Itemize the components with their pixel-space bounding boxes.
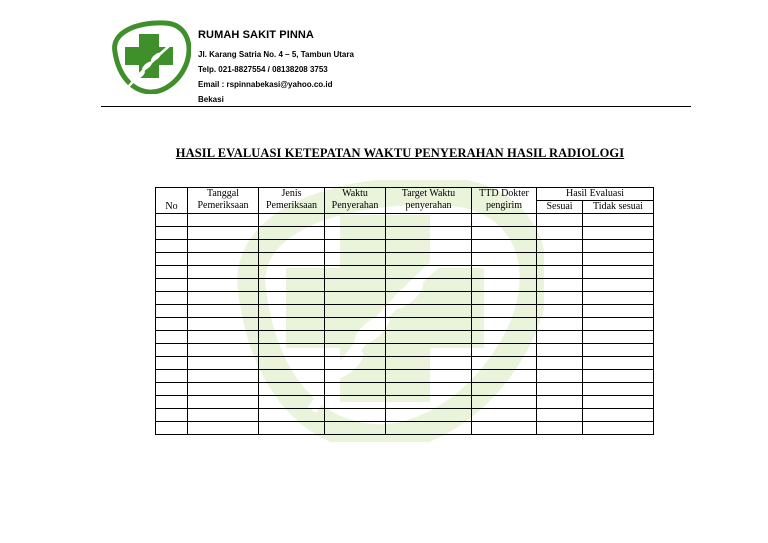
table-row [156,240,654,253]
table-cell[interactable] [386,279,472,292]
column-header-ttd [472,188,537,214]
table-cell[interactable] [472,331,537,344]
table-cell[interactable] [188,279,259,292]
table-cell[interactable] [325,370,386,383]
column-header-hasil-evaluasi [537,188,654,201]
column-header-label: Target Waktu [401,188,456,199]
table-cell[interactable] [325,396,386,409]
table-cell[interactable] [188,227,259,240]
table-cell[interactable] [156,214,188,227]
table-cell[interactable] [156,409,188,422]
table-cell[interactable] [583,331,654,344]
column-header-label: Tanggal [206,188,240,199]
evaluation-table [155,187,654,435]
table-cell[interactable] [386,318,472,331]
table-row [156,214,654,227]
column-header-label: Sesuai [546,201,573,212]
table-cell[interactable] [537,357,583,370]
table-cell[interactable] [325,357,386,370]
column-header-label: Hasil Evaluasi [565,188,625,199]
table-cell[interactable] [583,318,654,331]
table-cell[interactable] [472,344,537,357]
table-cell[interactable] [386,344,472,357]
table-cell[interactable] [472,292,537,305]
table-cell[interactable] [259,422,325,435]
column-header-label: TTD Dokter [479,188,529,199]
table-cell[interactable] [188,357,259,370]
table-cell[interactable] [325,409,386,422]
table-cell[interactable] [188,383,259,396]
table-cell[interactable] [188,292,259,305]
table-cell[interactable] [583,227,654,240]
table-cell[interactable] [325,266,386,279]
table-cell[interactable] [188,422,259,435]
table-cell[interactable] [537,305,583,318]
table-cell[interactable] [156,396,188,409]
table-cell[interactable] [259,227,325,240]
column-header-no [156,188,188,214]
hospital-phone: Telp. 021-8827554 / 08138208 3753 [198,65,328,74]
table-row [156,253,654,266]
table-cell[interactable] [156,357,188,370]
column-header-target [386,188,472,214]
column-header-label: Jenis [281,188,302,199]
table-cell[interactable] [583,292,654,305]
table-cell[interactable] [537,266,583,279]
table-cell[interactable] [537,422,583,435]
letterhead [198,29,354,107]
table-cell[interactable] [386,396,472,409]
column-header-no-label: No [165,201,178,212]
table-cell[interactable] [472,227,537,240]
column-header-label: Pemeriksaan [197,200,249,211]
table-cell[interactable] [583,383,654,396]
column-header-tidak-sesuai [583,201,654,214]
table-cell[interactable] [472,370,537,383]
table-cell[interactable] [583,279,654,292]
table-cell[interactable] [156,279,188,292]
table-cell[interactable] [583,266,654,279]
table-row [156,422,654,435]
table-cell[interactable] [472,357,537,370]
table-cell[interactable] [386,214,472,227]
table-row [156,409,654,422]
table-cell[interactable] [259,266,325,279]
table-cell[interactable] [386,422,472,435]
table-cell[interactable] [537,240,583,253]
table-cell[interactable] [472,396,537,409]
table-cell[interactable] [325,383,386,396]
table-cell[interactable] [259,253,325,266]
table-cell[interactable] [325,305,386,318]
column-header-label: Pemeriksaan [265,200,318,211]
table-cell[interactable] [259,383,325,396]
column-header-jenis [259,188,325,214]
column-header-label: pengirim [485,200,523,211]
table-cell[interactable] [259,396,325,409]
table-cell[interactable] [386,240,472,253]
table-cell[interactable] [156,422,188,435]
table-cell[interactable] [188,370,259,383]
table-cell[interactable] [537,214,583,227]
table-cell[interactable] [325,422,386,435]
table-row [156,279,654,292]
table-cell[interactable] [386,370,472,383]
table-cell[interactable] [583,253,654,266]
table-cell[interactable] [156,227,188,240]
table-cell[interactable] [188,266,259,279]
hospital-city: Bekasi [198,95,224,104]
table-cell[interactable] [188,344,259,357]
table-cell[interactable] [386,305,472,318]
table-cell[interactable] [472,318,537,331]
table-cell[interactable] [259,214,325,227]
table-cell[interactable] [156,305,188,318]
table-cell[interactable] [259,292,325,305]
table-cell[interactable] [188,409,259,422]
table-cell[interactable] [537,279,583,292]
table-cell[interactable] [325,344,386,357]
table-cell[interactable] [156,344,188,357]
table-cell[interactable] [259,357,325,370]
table-cell[interactable] [259,279,325,292]
hospital-logo [107,20,191,94]
letterhead-divider [101,106,691,107]
table-cell[interactable] [325,240,386,253]
table-cell[interactable] [583,396,654,409]
table-cell[interactable] [188,305,259,318]
table-cell[interactable] [188,318,259,331]
column-header-waktu [325,188,386,214]
table-cell[interactable] [325,279,386,292]
table-cell[interactable] [259,318,325,331]
table-cell[interactable] [472,305,537,318]
table-cell[interactable] [537,292,583,305]
table-cell[interactable] [537,383,583,396]
table-row [156,396,654,409]
table-row [156,357,654,370]
table-cell[interactable] [325,331,386,344]
column-header-tanggal [188,188,259,214]
table-cell[interactable] [537,331,583,344]
document-title: HASIL EVALUASI KETEPATAN WAKTU PENYERAHAN HASIL RADIOLOGI [175,146,625,160]
hospital-email: Email : rspinnabekasi@yahoo.co.id [198,80,333,89]
table-cell[interactable] [472,422,537,435]
hospital-name: RUMAH SAKIT PINNA [198,29,314,41]
table-cell[interactable] [188,240,259,253]
table-row [156,292,654,305]
table-row [156,266,654,279]
table-cell[interactable] [386,331,472,344]
table-cell[interactable] [188,396,259,409]
table-cell[interactable] [386,383,472,396]
table-row [156,227,654,240]
table-cell[interactable] [537,344,583,357]
table-header-row [156,188,654,201]
table-cell[interactable] [259,305,325,318]
table-cell[interactable] [537,227,583,240]
table-cell[interactable] [156,331,188,344]
table-cell[interactable] [537,396,583,409]
table-cell[interactable] [386,253,472,266]
table-cell[interactable] [188,331,259,344]
table-cell[interactable] [386,292,472,305]
table-cell[interactable] [583,344,654,357]
table-cell[interactable] [259,344,325,357]
table-cell[interactable] [537,409,583,422]
table-cell[interactable] [259,370,325,383]
table-cell[interactable] [156,383,188,396]
table-cell[interactable] [472,240,537,253]
table-cell[interactable] [156,253,188,266]
column-header-label: penyerahan [405,200,452,211]
table-row [156,344,654,357]
table-cell[interactable] [472,253,537,266]
table-row [156,383,654,396]
table-cell[interactable] [537,370,583,383]
table-cell[interactable] [259,240,325,253]
table-row [156,331,654,344]
table-cell[interactable] [386,409,472,422]
table-cell[interactable] [583,305,654,318]
column-header-label: Penyerahan [331,200,379,211]
table-cell[interactable] [472,266,537,279]
table-cell[interactable] [472,279,537,292]
table-row [156,305,654,318]
table-cell[interactable] [537,253,583,266]
table-cell[interactable] [386,266,472,279]
table-cell[interactable] [583,422,654,435]
table-cell[interactable] [325,292,386,305]
table-cell[interactable] [386,357,472,370]
column-header-label: Tidak sesuai [593,201,643,212]
table-row [156,370,654,383]
table-cell[interactable] [386,227,472,240]
table-cell[interactable] [583,240,654,253]
table-cell[interactable] [156,318,188,331]
hospital-address: Jl. Karang Satria No. 4 – 5, Tambun Utara [198,50,354,59]
table-cell[interactable] [325,318,386,331]
table-cell[interactable] [259,331,325,344]
table-cell[interactable] [325,227,386,240]
table-cell[interactable] [583,409,654,422]
table-cell[interactable] [472,409,537,422]
table-cell[interactable] [156,266,188,279]
table-cell[interactable] [259,409,325,422]
table-cell[interactable] [583,370,654,383]
table-body [156,214,654,435]
column-header-label: Waktu [342,188,368,199]
table-cell[interactable] [472,214,537,227]
table-cell[interactable] [583,214,654,227]
column-header-sesuai [537,201,583,214]
table-cell[interactable] [583,357,654,370]
table-cell[interactable] [325,214,386,227]
table-cell[interactable] [156,292,188,305]
table-cell[interactable] [156,240,188,253]
table-cell[interactable] [156,370,188,383]
table-row [156,318,654,331]
table-cell[interactable] [537,318,583,331]
table-cell[interactable] [472,383,537,396]
table-cell[interactable] [188,214,259,227]
table-cell[interactable] [188,253,259,266]
table-cell[interactable] [325,253,386,266]
